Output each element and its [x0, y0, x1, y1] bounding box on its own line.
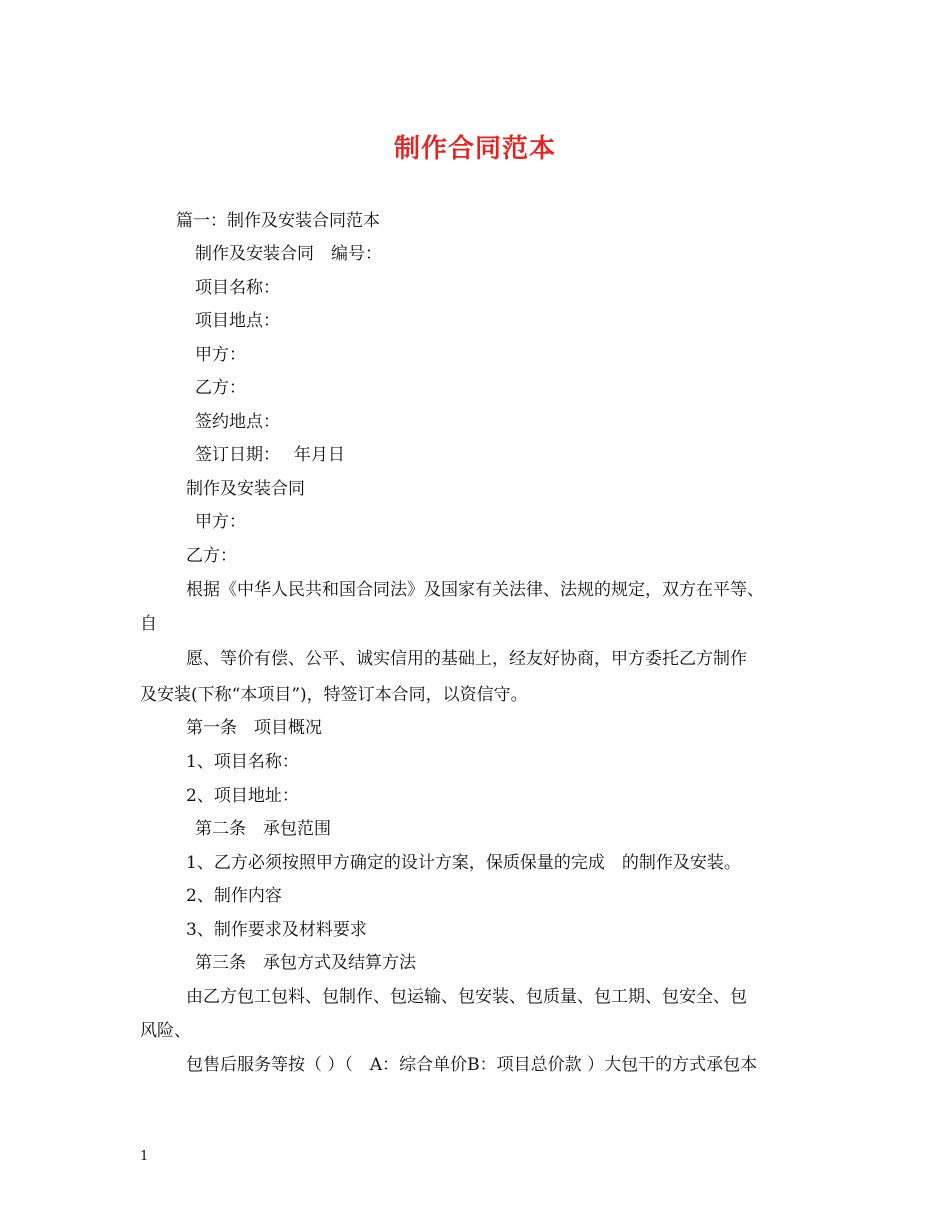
section-heading: 篇一：制作及安装合同范本	[176, 211, 380, 231]
contract-number-line: 制作及安装合同 编号：	[195, 244, 382, 264]
article-3-heading: 第三条 承包方式及结算方法	[195, 953, 416, 973]
body-paragraph-line: 根据《中华人民共和国合同法》及国家有关法律、法规的规定，双方在平等、	[186, 580, 764, 600]
body-paragraph-line: 及安装(下称“本项目”)，特签订本合同，以资信守。	[140, 685, 528, 705]
project-location-field: 项目地点：	[195, 311, 280, 331]
page-number: 1	[140, 1149, 149, 1164]
signing-date-field: 签订日期： 年月日	[195, 445, 345, 465]
party-b-field: 乙方：	[195, 378, 246, 398]
party-a-line: 甲方：	[195, 512, 246, 532]
party-a-field: 甲方：	[195, 345, 246, 365]
body-paragraph-line: 愿、等价有偿、公平、诚实信用的基础上，经友好协商，甲方委托乙方制作	[186, 649, 747, 669]
article-1-heading: 第一条 项目概况	[186, 718, 322, 738]
list-item: 2、项目地址：	[186, 786, 299, 806]
list-item: 1、乙方必须按照甲方确定的设计方案，保质保量的完成 的制作及安装。	[186, 853, 741, 873]
list-item: 3、制作要求及材料要求	[186, 920, 367, 940]
list-item: 1、项目名称：	[186, 752, 299, 772]
body-paragraph-line: 自	[140, 614, 157, 634]
body-paragraph-line: 由乙方包工包料、包制作、包运输、包安装、包质量、包工期、包安全、包	[186, 987, 747, 1007]
party-b-line: 乙方：	[186, 546, 237, 566]
body-paragraph-line: 风险、	[140, 1021, 191, 1041]
list-item: 2、制作内容	[186, 886, 282, 906]
contract-heading: 制作及安装合同	[186, 479, 305, 499]
document-title: 制作合同范本	[393, 134, 556, 164]
signing-location-field: 签约地点：	[195, 412, 280, 432]
article-2-heading: 第二条 承包范围	[195, 819, 331, 839]
project-name-field: 项目名称：	[195, 278, 280, 298]
body-paragraph-line: 包售后服务等按（ ）（ A：综合单价B：项目总价款 ）大包干的方式承包本	[186, 1055, 758, 1075]
